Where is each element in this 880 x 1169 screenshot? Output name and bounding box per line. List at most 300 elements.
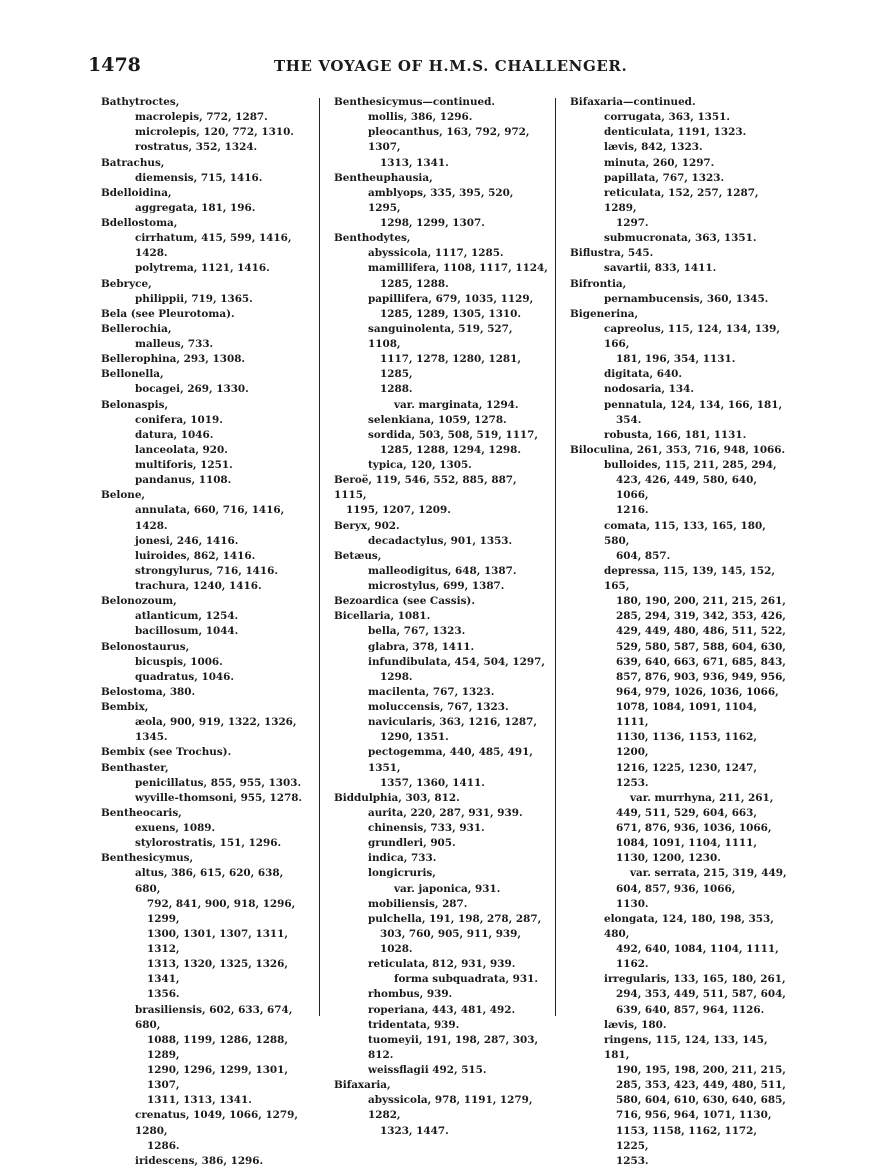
page-number: 1478 xyxy=(88,54,141,76)
entry-line: jonesi, 246, 1416. xyxy=(135,534,239,547)
page-header xyxy=(0,54,880,78)
entry-line: bella, 767, 1323. xyxy=(368,625,466,638)
index-column-2 xyxy=(334,95,548,1139)
index-entry xyxy=(101,201,311,216)
index-entry xyxy=(570,125,788,140)
entry-line: 604, 857. xyxy=(616,549,671,562)
index-entry xyxy=(334,322,548,398)
index-entry xyxy=(334,428,548,458)
index-entry xyxy=(101,866,311,1002)
index-entry xyxy=(334,685,548,700)
entry-line: 423, 426, 449, 580, 640, 1066, xyxy=(616,474,758,502)
index-entry xyxy=(101,292,311,307)
entry-line: Bellonella, xyxy=(101,368,164,381)
entry-line: Bathytroctes, xyxy=(101,96,180,108)
index-heading xyxy=(101,761,311,776)
entry-line: var. serrata, 215, 319, 449, xyxy=(630,867,787,880)
entry-line: Bebryce, xyxy=(101,277,152,290)
index-entry xyxy=(101,715,311,745)
index-heading xyxy=(334,171,548,186)
entry-line: 1130, 1200, 1230. xyxy=(616,852,721,865)
index-heading xyxy=(334,473,548,518)
index-entry xyxy=(101,564,311,579)
index-entry xyxy=(334,534,548,549)
entry-line: macrolepis, 772, 1287. xyxy=(135,111,268,124)
entry-line: reticulata, 152, 257, 1287, 1289, xyxy=(604,186,759,214)
index-entry xyxy=(101,125,311,140)
entry-line: 449, 511, 529, 604, 663, xyxy=(616,806,758,819)
index-entry xyxy=(570,1018,788,1033)
entry-line: navicularis, 363, 1216, 1287, xyxy=(368,716,537,729)
index-heading xyxy=(101,851,311,866)
index-heading xyxy=(101,594,311,609)
index-entry xyxy=(101,534,311,549)
entry-line: bocagei, 269, 1330. xyxy=(135,383,249,396)
index-entry xyxy=(334,1093,548,1138)
index-entry xyxy=(334,564,548,579)
index-heading xyxy=(334,519,548,534)
entry-line: Benthesicymus—continued. xyxy=(334,96,496,108)
index-heading xyxy=(570,246,788,261)
entry-line: longicruris, xyxy=(368,867,436,880)
index-entry xyxy=(101,413,311,428)
entry-line: aurita, 220, 287, 931, 939. xyxy=(368,806,523,819)
index-heading xyxy=(334,1078,548,1093)
column-divider-2 xyxy=(555,98,556,1016)
entry-line: aggregata, 181, 196. xyxy=(135,201,256,214)
entry-line: pennatula, 124, 134, 166, 181, xyxy=(604,398,783,411)
entry-line: pandanus, 1108. xyxy=(135,474,232,487)
entry-line: 671, 876, 936, 1036, 1066, xyxy=(616,822,772,834)
entry-line: reticulata, 812, 931, 939. xyxy=(368,958,516,971)
index-entry xyxy=(334,897,548,912)
index-entry xyxy=(570,322,788,367)
index-entry xyxy=(334,655,548,685)
entry-line: pulchella, 191, 198, 278, 287, xyxy=(368,912,542,925)
index-entry xyxy=(101,776,311,791)
entry-line: 639, 640, 663, 671, 685, 843, xyxy=(616,655,786,668)
index-heading xyxy=(101,398,311,413)
entry-line: submucronata, 363, 1351. xyxy=(604,232,757,245)
entry-line: conifera, 1019. xyxy=(135,413,223,426)
entry-line: Bela (see Pleurotoma). xyxy=(101,307,235,320)
entry-line: Belostoma, 380. xyxy=(101,685,196,698)
entry-line: Bdellostoma, xyxy=(101,217,178,229)
entry-line: 1195, 1207, 1209. xyxy=(346,504,451,517)
entry-line: malleodigitus, 648, 1387. xyxy=(368,564,517,577)
entry-line: grundleri, 905. xyxy=(368,837,456,850)
entry-line: moluccensis, 767, 1323. xyxy=(368,701,509,713)
entry-line: forma subquadrata, 931. xyxy=(394,973,538,986)
index-heading xyxy=(101,700,311,715)
entry-line: Bembix (see Trochus). xyxy=(101,746,232,759)
index-entry xyxy=(101,791,311,806)
entry-line: Beroë, 119, 546, 552, 885, 887, 1115, xyxy=(334,474,517,502)
index-heading xyxy=(101,352,311,367)
index-entry xyxy=(101,1154,311,1169)
entry-line: capreolus, 115, 124, 134, 139, 166, xyxy=(604,322,781,350)
entry-line: 1311, 1313, 1341. xyxy=(147,1094,252,1107)
index-entry xyxy=(570,791,788,867)
entry-line: 1297. xyxy=(616,217,649,229)
index-entry xyxy=(334,458,548,473)
entry-line: polytrema, 1121, 1416. xyxy=(135,262,270,275)
index-heading xyxy=(101,307,311,322)
index-entry xyxy=(101,624,311,639)
entry-line: 285, 294, 319, 342, 353, 426, xyxy=(616,610,786,623)
index-entry xyxy=(334,806,548,821)
entry-line: Belone, xyxy=(101,489,146,502)
index-heading xyxy=(101,685,311,700)
index-heading xyxy=(334,594,548,609)
entry-line: 1288. xyxy=(380,383,413,396)
index-entry xyxy=(334,413,548,428)
entry-line: typica, 120, 1305. xyxy=(368,459,472,471)
index-entry xyxy=(570,519,788,564)
entry-line: elongata, 124, 180, 198, 353, 480, xyxy=(604,912,774,940)
entry-line: Biflustra, 545. xyxy=(570,247,654,260)
index-entry xyxy=(334,125,548,170)
index-heading xyxy=(334,609,548,624)
entry-line: roperiana, 443, 481, 492. xyxy=(368,1003,516,1016)
index-entry xyxy=(101,110,311,125)
entry-line: glabra, 378, 1411. xyxy=(368,640,475,653)
entry-line: ringens, 115, 124, 133, 145, 181, xyxy=(604,1033,768,1061)
entry-line: 354. xyxy=(616,413,642,426)
index-entry xyxy=(570,866,788,911)
entry-line: 492, 640, 1084, 1104, 1111, xyxy=(616,943,779,955)
entry-line: selenkiana, 1059, 1278. xyxy=(368,413,507,426)
entry-line: lævis, 180. xyxy=(604,1018,667,1031)
index-entry xyxy=(334,866,548,881)
entry-line: strongylurus, 716, 1416. xyxy=(135,564,278,577)
entry-line: Bifrontia, xyxy=(570,277,627,290)
index-entry xyxy=(334,110,548,125)
entry-line: Belonostaurus, xyxy=(101,640,190,653)
index-entry xyxy=(334,821,548,836)
entry-line: 1117, 1278, 1280, 1281, 1285, xyxy=(380,353,521,381)
index-entry xyxy=(570,458,788,519)
entry-line: Belonozoum, xyxy=(101,595,177,608)
entry-line: papillata, 767, 1323. xyxy=(604,171,725,184)
index-heading xyxy=(101,156,311,171)
index-entry xyxy=(334,715,548,745)
entry-line: 1323, 1447. xyxy=(380,1124,449,1137)
index-entry xyxy=(334,700,548,715)
entry-line: 1286. xyxy=(147,1139,180,1152)
index-entry xyxy=(334,1033,548,1063)
entry-line: Biloculina, 261, 353, 716, 948, 1066. xyxy=(570,443,786,456)
entry-line: cirrhatum, 415, 599, 1416, 1428. xyxy=(135,232,292,260)
index-heading xyxy=(101,488,311,503)
entry-line: abyssicola, 1117, 1285. xyxy=(368,247,504,260)
index-entry xyxy=(570,367,788,382)
entry-line: malleus, 733. xyxy=(135,338,214,350)
entry-line: 1285, 1289, 1305, 1310. xyxy=(380,307,521,320)
entry-line: 792, 841, 900, 918, 1296, 1299, xyxy=(147,897,296,925)
index-entry xyxy=(570,912,788,973)
entry-line: Beryx, 902. xyxy=(334,519,400,532)
entry-line: altus, 386, 615, 620, 638, 680, xyxy=(135,867,284,895)
index-entry xyxy=(101,609,311,624)
index-heading xyxy=(101,322,311,337)
entry-line: iridescens, 386, 1296. xyxy=(135,1154,264,1167)
entry-line: 1130, 1136, 1153, 1162, 1200, xyxy=(616,731,757,759)
entry-line: irregularis, 133, 165, 180, 261, xyxy=(604,973,786,986)
index-entry xyxy=(101,836,311,851)
entry-line: philippii, 719, 1365. xyxy=(135,292,253,305)
index-entry xyxy=(334,398,548,413)
entry-line: Betæus, xyxy=(334,549,382,562)
index-entry xyxy=(101,503,311,533)
index-entry xyxy=(570,140,788,155)
entry-line: diemensis, 715, 1416. xyxy=(135,171,263,184)
entry-line: 1084, 1091, 1104, 1111, xyxy=(616,837,757,850)
index-heading xyxy=(101,95,311,110)
entry-line: 1290, 1351. xyxy=(380,731,449,744)
entry-line: 1298, 1299, 1307. xyxy=(380,217,485,229)
entry-line: Bentheocaris, xyxy=(101,806,182,819)
index-entry xyxy=(570,292,788,307)
entry-line: 180, 190, 200, 211, 215, 261, xyxy=(616,595,786,608)
index-entry xyxy=(570,398,788,428)
entry-line: 964, 979, 1026, 1036, 1066, xyxy=(616,685,779,698)
index-heading xyxy=(334,549,548,564)
entry-line: bicuspis, 1006. xyxy=(135,655,223,668)
index-entry xyxy=(101,261,311,276)
entry-line: 1298. xyxy=(380,670,413,683)
entry-line: multiforis, 1251. xyxy=(135,459,233,471)
entry-line: trachura, 1240, 1416. xyxy=(135,580,262,592)
entry-line: 1313, 1341. xyxy=(380,156,449,169)
index-entry xyxy=(101,140,311,155)
entry-line: abyssicola, 978, 1191, 1279, 1282, xyxy=(368,1094,533,1122)
entry-line: weissflagii 492, 515. xyxy=(368,1064,487,1076)
entry-line: savartii, 833, 1411. xyxy=(604,262,717,275)
entry-line: 580, 604, 610, 630, 640, 685, xyxy=(616,1094,786,1107)
entry-line: amblyops, 335, 395, 520, 1295, xyxy=(368,186,514,214)
entry-line: 639, 640, 857, 964, 1126. xyxy=(616,1003,765,1016)
index-entry xyxy=(334,246,548,261)
index-entry xyxy=(334,912,548,957)
index-entry xyxy=(570,564,788,791)
entry-line: wyville-thomsoni, 955, 1278. xyxy=(135,791,303,804)
entry-line: Bellerochia, xyxy=(101,322,172,335)
entry-line: datura, 1046. xyxy=(135,428,214,441)
entry-line: Benthodytes, xyxy=(334,232,411,245)
entry-line: 1356. xyxy=(147,988,180,1001)
entry-line: 285, 353, 423, 449, 480, 511, xyxy=(616,1079,786,1092)
index-entry xyxy=(334,957,548,972)
entry-line: chinensis, 733, 931. xyxy=(368,822,485,834)
index-entry xyxy=(570,428,788,443)
entry-line: Bdelloidina, xyxy=(101,186,172,199)
entry-line: 303, 760, 905, 911, 939, 1028. xyxy=(380,927,522,955)
index-heading xyxy=(101,367,311,382)
index-entry xyxy=(334,292,548,322)
entry-line: Bifaxaria, xyxy=(334,1079,391,1092)
index-heading xyxy=(101,745,311,760)
index-entry xyxy=(334,640,548,655)
index-entry xyxy=(334,851,548,866)
index-entry xyxy=(334,624,548,639)
entry-line: var. marginata, 1294. xyxy=(394,398,519,411)
entry-line: bacillosum, 1044. xyxy=(135,625,239,638)
entry-line: luiroides, 862, 1416. xyxy=(135,549,256,562)
entry-line: atlanticum, 1254. xyxy=(135,610,239,623)
index-heading xyxy=(334,231,548,246)
entry-line: denticulata, 1191, 1323. xyxy=(604,126,747,139)
entry-line: 1088, 1199, 1286, 1288, 1289, xyxy=(147,1033,288,1061)
entry-line: 1216, 1225, 1230, 1247, 1253. xyxy=(616,761,757,789)
index-entry xyxy=(570,1033,788,1169)
running-title: THE VOYAGE OF H.M.S. CHALLENGER. xyxy=(274,57,628,75)
index-entry xyxy=(101,579,311,594)
index-entry xyxy=(101,549,311,564)
entry-line: tridentata, 939. xyxy=(368,1018,460,1031)
entry-line: Batrachus, xyxy=(101,156,165,169)
entry-line: annulata, 660, 716, 1416, 1428. xyxy=(135,504,285,532)
index-entry xyxy=(101,1108,311,1153)
index-entry xyxy=(570,231,788,246)
index-entry xyxy=(570,110,788,125)
entry-line: crenatus, 1049, 1066, 1279, 1280, xyxy=(135,1109,298,1137)
index-entry xyxy=(334,836,548,851)
index-entry xyxy=(570,156,788,171)
entry-line: 1130. xyxy=(616,897,649,910)
entry-line: macilenta, 767, 1323. xyxy=(368,685,495,698)
entry-line: var. japonica, 931. xyxy=(394,882,501,895)
entry-line: Bigenerina, xyxy=(570,307,639,320)
index-entry xyxy=(570,171,788,186)
entry-line: minuta, 260, 1297. xyxy=(604,156,715,169)
index-entry xyxy=(101,1003,311,1109)
entry-line: pectogemma, 440, 485, 491, 1351, xyxy=(368,746,533,774)
entry-line: Biddulphia, 303, 812. xyxy=(334,791,460,804)
index-heading xyxy=(334,95,548,110)
index-heading xyxy=(570,95,788,110)
index-entry xyxy=(334,261,548,291)
index-heading xyxy=(570,443,788,458)
entry-line: bulloides, 115, 211, 285, 294, xyxy=(604,459,777,471)
index-entry xyxy=(570,261,788,276)
index-entry xyxy=(334,972,548,987)
index-entry xyxy=(101,382,311,397)
index-heading xyxy=(101,640,311,655)
entry-line: mobiliensis, 287. xyxy=(368,897,468,910)
entry-line: penicillatus, 855, 955, 1303. xyxy=(135,776,302,789)
entry-line: 1313, 1320, 1325, 1326, 1341, xyxy=(147,958,288,986)
entry-line: lanceolata, 920. xyxy=(135,443,228,456)
index-entry xyxy=(334,579,548,594)
index-heading xyxy=(101,186,311,201)
entry-line: stylorostratis, 151, 1296. xyxy=(135,837,282,850)
entry-line: 1078, 1084, 1091, 1104, 1111, xyxy=(616,701,757,729)
entry-line: 1216. xyxy=(616,504,649,517)
entry-line: rhombus, 939. xyxy=(368,988,453,1001)
entry-line: 1253. xyxy=(616,1154,649,1167)
index-entry xyxy=(101,443,311,458)
entry-line: indica, 733. xyxy=(368,852,437,865)
index-entry xyxy=(334,1018,548,1033)
entry-line: mollis, 386, 1296. xyxy=(368,111,473,124)
entry-line: 1290, 1296, 1299, 1301, 1307, xyxy=(147,1064,288,1092)
entry-line: Benthaster, xyxy=(101,761,169,774)
entry-line: microstylus, 699, 1387. xyxy=(368,580,505,592)
index-heading xyxy=(101,277,311,292)
entry-line: Bellerophina, 293, 1308. xyxy=(101,353,246,366)
index-entry xyxy=(101,821,311,836)
index-entry xyxy=(334,1003,548,1018)
entry-line: brasiliensis, 602, 633, 674, 680, xyxy=(135,1003,293,1031)
entry-line: 294, 353, 449, 511, 587, 604, xyxy=(616,988,786,1001)
index-entry xyxy=(570,972,788,1017)
index-heading xyxy=(101,216,311,231)
index-column-1 xyxy=(101,95,311,1169)
entry-line: Bembix, xyxy=(101,701,149,713)
index-entry xyxy=(101,670,311,685)
index-entry xyxy=(101,428,311,443)
entry-line: 1357, 1360, 1411. xyxy=(380,776,485,789)
entry-line: microlepis, 120, 772, 1310. xyxy=(135,126,294,139)
index-entry xyxy=(334,1063,548,1078)
entry-line: 529, 580, 587, 588, 604, 630, xyxy=(616,640,786,653)
entry-line: 1300, 1301, 1307, 1311, 1312, xyxy=(147,927,288,955)
entry-line: exuens, 1089. xyxy=(135,822,216,834)
column-divider-1 xyxy=(319,98,320,1016)
entry-line: 181, 196, 354, 1131. xyxy=(616,353,736,366)
entry-line: Bentheuphausia, xyxy=(334,171,433,184)
index-entry xyxy=(101,655,311,670)
entry-line: rostratus, 352, 1324. xyxy=(135,141,258,154)
entry-line: æola, 900, 919, 1322, 1326, 1345. xyxy=(135,716,297,744)
entry-line: papillifera, 679, 1035, 1129, xyxy=(368,292,534,305)
entry-line: var. murrhyna, 211, 261, xyxy=(630,791,774,804)
entry-line: digitata, 640. xyxy=(604,368,683,381)
entry-line: Bicellaria, 1081. xyxy=(334,610,431,623)
entry-line: decadactylus, 901, 1353. xyxy=(368,534,513,547)
entry-line: sordida, 503, 508, 519, 1117, xyxy=(368,428,539,441)
entry-line: infundibulata, 454, 504, 1297, xyxy=(368,655,545,668)
entry-line: Bezoardica (see Cassis). xyxy=(334,595,475,608)
index-entry xyxy=(101,231,311,261)
entry-line: pleocanthus, 163, 792, 972, 1307, xyxy=(368,126,530,154)
entry-line: depressa, 115, 139, 145, 152, 165, xyxy=(604,564,775,592)
entry-line: tuomeyii, 191, 198, 287, 303, 812. xyxy=(368,1033,539,1061)
index-entry xyxy=(101,337,311,352)
index-entry xyxy=(334,745,548,790)
index-entry xyxy=(570,382,788,397)
entry-line: 190, 195, 198, 200, 211, 215, xyxy=(616,1064,786,1076)
index-heading xyxy=(334,791,548,806)
entry-line: comata, 115, 133, 165, 180, 580, xyxy=(604,519,766,547)
index-heading xyxy=(570,277,788,292)
entry-line: quadratus, 1046. xyxy=(135,670,235,683)
entry-line: 1285, 1288. xyxy=(380,277,449,290)
entry-line: 429, 449, 480, 486, 511, 522, xyxy=(616,625,786,638)
index-entry xyxy=(570,186,788,231)
entry-line: Belonaspis, xyxy=(101,398,169,411)
entry-line: Bifaxaria—continued. xyxy=(570,96,696,108)
index-entry xyxy=(334,882,548,897)
entry-line: 1162. xyxy=(616,958,649,971)
entry-line: pernambucensis, 360, 1345. xyxy=(604,292,769,305)
index-entry xyxy=(101,458,311,473)
index-column-3 xyxy=(570,95,788,1169)
entry-line: mamillifera, 1108, 1117, 1124, xyxy=(368,262,548,275)
entry-line: lævis, 842, 1323. xyxy=(604,141,703,154)
entry-line: 857, 876, 903, 936, 949, 956, xyxy=(616,670,786,683)
